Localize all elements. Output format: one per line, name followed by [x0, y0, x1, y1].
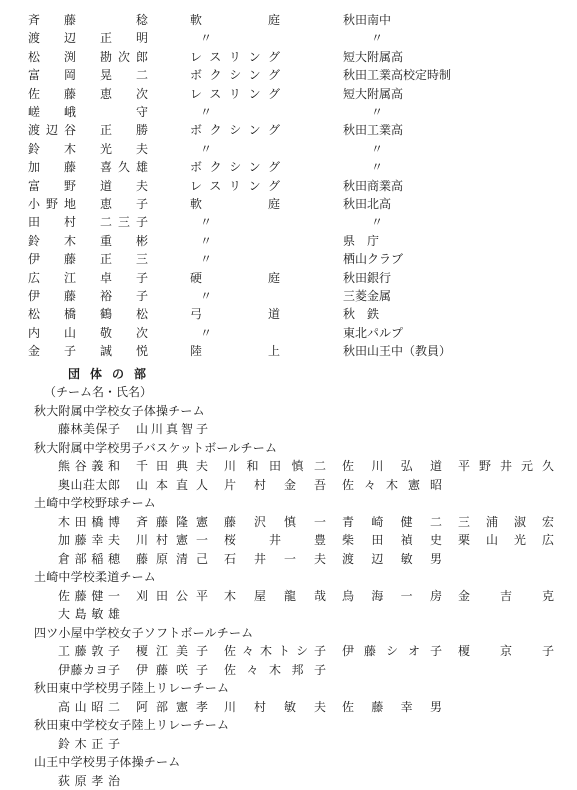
affiliation: 秋田工業高: [343, 123, 404, 138]
member-name: 佐川弘道: [342, 459, 442, 474]
member-name: 伊藤シオ子: [342, 644, 442, 659]
individual-row: [0, 177, 577, 195]
person-name: 鈴 木 重 彬: [28, 233, 148, 248]
event-name: ボクシング: [190, 68, 280, 83]
member-name: 藤沢慎一: [224, 514, 326, 529]
person-name: 斉 藤 稔: [28, 13, 148, 27]
person-name: 渡 辺 正 明: [28, 31, 148, 46]
member-name: 三浦淑宏: [458, 514, 554, 529]
affiliation: 秋田山王中（教員）: [343, 344, 452, 359]
person-name: 加 藤 喜久雄: [28, 160, 148, 175]
individual-row: [0, 66, 577, 84]
section-subtitle: （チーム名・氏名）: [44, 384, 153, 399]
person-name: 鈴 木 光 夫: [28, 141, 148, 156]
team-row: [0, 716, 577, 734]
member-row: [0, 513, 577, 531]
individual-row: [0, 29, 577, 47]
member-name: 石井一夫: [224, 551, 326, 566]
individual-row: [0, 158, 577, 176]
individual-row: [0, 48, 577, 66]
member-name: 渡辺敏男: [342, 551, 442, 566]
member-row: [0, 661, 577, 679]
member-name: 倉部稲穂: [58, 551, 120, 566]
team-name: 土崎中学校野球チーム: [34, 496, 157, 511]
affiliation: 〃: [371, 141, 384, 156]
affiliation: 秋田南中: [343, 13, 392, 27]
affiliation: 秋田北高: [343, 197, 392, 211]
member-name: 阿部憲孝: [136, 699, 208, 714]
member-name: 藤林美保子: [58, 422, 120, 437]
member-name: 佐々木憲昭: [342, 477, 442, 492]
affiliation: 東北パルプ: [343, 325, 404, 340]
member-name: 桜井豊: [224, 533, 326, 548]
team-row: [0, 494, 577, 512]
event-name: 軟 庭: [190, 13, 280, 27]
team-name: 秋田東中学校女子陸上リレーチーム: [34, 718, 230, 733]
person-name: 金 子 誠 悦: [28, 344, 148, 359]
event-name: 〃: [200, 233, 213, 248]
member-name: 刈田公平: [136, 588, 208, 603]
individual-row: [0, 250, 577, 268]
affiliation: 〃: [371, 160, 384, 175]
event-name: 〃: [200, 289, 213, 303]
member-name: 佐藤幸男: [342, 699, 442, 714]
member-name: 伊藤カヨ子: [58, 662, 120, 677]
member-name: 鈴木正子: [58, 736, 120, 751]
affiliation: 秋田銀行: [343, 270, 392, 285]
member-name: 榎京子: [458, 644, 554, 659]
member-name: 伊藤咲子: [136, 662, 208, 677]
person-name: 広 江 卓 子: [28, 270, 148, 285]
member-name: 榎江美子: [136, 644, 208, 659]
affiliation: 県 庁: [343, 233, 380, 248]
individual-row: [0, 11, 577, 29]
event-name: 〃: [200, 325, 213, 340]
individual-row: [0, 140, 577, 158]
individual-row: [0, 232, 577, 250]
person-name: 富 野 道 夫: [28, 178, 148, 193]
team-name: 秋大附属中学校女子体操チーム: [34, 403, 205, 418]
person-name: 伊 藤 裕 子: [28, 289, 148, 303]
individual-row: [0, 103, 577, 121]
event-name: 硬 庭: [190, 270, 280, 285]
event-name: レスリング: [190, 86, 280, 101]
member-name: 加藤幸夫: [58, 533, 120, 548]
member-name: 木田橋博: [58, 514, 120, 529]
member-name: 川村憲一: [136, 533, 208, 548]
affiliation: 〃: [371, 31, 384, 46]
member-name: 烏海一房: [342, 588, 442, 603]
team-name: 四ツ小屋中学校女子ソフトボールチーム: [34, 625, 254, 640]
person-name: 嵯 峨 守: [28, 105, 148, 119]
team-row: [0, 753, 577, 771]
member-name: 柴田禎史: [342, 533, 442, 548]
person-name: 小野地 恵 子: [28, 197, 148, 211]
team-name: 秋大附属中学校男子バスケットボールチーム: [34, 440, 278, 455]
member-name: 川村敏夫: [224, 699, 326, 714]
member-row: [0, 735, 577, 753]
individual-row: [0, 269, 577, 287]
member-name: 奥山荘太郎: [58, 477, 120, 492]
event-name: ボクシング: [190, 123, 280, 138]
individual-row: [0, 342, 577, 360]
event-name: 〃: [200, 31, 213, 46]
member-name: 佐藤健一: [58, 588, 120, 603]
event-name: レスリング: [190, 49, 280, 64]
member-row: [0, 550, 577, 568]
individual-row: [0, 121, 577, 139]
member-name: 佐々木邦子: [224, 662, 326, 677]
member-row: [0, 457, 577, 475]
member-name: 青崎健二: [342, 514, 442, 529]
member-name: 千田典夫: [136, 459, 208, 474]
event-name: レスリング: [190, 178, 280, 193]
member-name: 金吉克: [458, 588, 554, 603]
member-row: [0, 772, 577, 790]
individual-row: [0, 213, 577, 231]
person-name: 松 橋 鶴 松: [28, 307, 148, 322]
member-row: [0, 642, 577, 660]
event-name: 〃: [200, 105, 213, 119]
team-row: [0, 402, 577, 420]
event-name: 〃: [200, 215, 213, 230]
affiliation: 秋田工業高校定時制: [343, 68, 452, 83]
affiliation: 秋田商業高: [343, 178, 404, 193]
member-row: [0, 476, 577, 494]
member-name: 工藤敦子: [58, 644, 120, 659]
individual-row: [0, 287, 577, 305]
affiliation: 〃: [371, 215, 384, 230]
affiliation: 〃: [371, 105, 384, 119]
member-name: 山本直人: [136, 477, 208, 492]
person-name: 内 山 敬 次: [28, 325, 148, 340]
member-name: 斉藤隆憲: [136, 514, 208, 529]
member-row: [0, 605, 577, 623]
person-name: 佐 藤 恵 次: [28, 86, 148, 101]
section-title: 団体の部: [68, 366, 157, 381]
member-name: 栗山光広: [458, 533, 554, 548]
member-row: [0, 587, 577, 605]
member-row: [0, 698, 577, 716]
team-name: 秋田東中学校男子陸上リレーチーム: [34, 681, 230, 696]
team-name: 山王中学校男子体操チーム: [34, 755, 181, 770]
affiliation: 短大附属高: [343, 49, 404, 64]
event-name: 〃: [200, 252, 213, 267]
individual-row: [0, 85, 577, 103]
person-name: 伊 藤 正 三: [28, 252, 148, 267]
team-row: [0, 624, 577, 642]
event-name: 弓 道: [190, 307, 280, 322]
member-name: 大島敏雄: [58, 607, 120, 622]
member-name: 高山昭二: [58, 699, 120, 714]
member-name: 木屋龍哉: [224, 588, 326, 603]
affiliation: 秋 鉄: [343, 307, 380, 322]
member-name: 荻原孝治: [58, 773, 120, 788]
member-name: 藤原清己: [136, 551, 208, 566]
individual-row: [0, 195, 577, 213]
team-name: 土崎中学校柔道チーム: [34, 570, 157, 585]
member-name: 平野井元久: [458, 459, 554, 474]
person-name: 渡辺谷 正 勝: [28, 123, 148, 138]
member-name: 熊谷義和: [58, 459, 120, 474]
individual-row: [0, 324, 577, 342]
individual-row: [0, 305, 577, 323]
team-row: [0, 568, 577, 586]
person-name: 富 岡 晃 二: [28, 68, 148, 83]
person-name: 松 渕 勘次郎: [28, 49, 148, 64]
team-row: [0, 679, 577, 697]
affiliation: 短大附属高: [343, 86, 404, 101]
person-name: 田 村 二三子: [28, 215, 148, 230]
team-row: [0, 439, 577, 457]
event-name: 軟 庭: [190, 197, 280, 211]
event-name: 陸 上: [190, 344, 280, 359]
event-name: 〃: [200, 141, 213, 156]
member-name: 川和田慎二: [224, 459, 326, 474]
member-row: [0, 531, 577, 549]
event-name: ボクシング: [190, 160, 280, 175]
member-row: [0, 420, 577, 438]
member-name: 山川真智子: [136, 422, 208, 437]
affiliation: 三菱金属: [343, 289, 392, 303]
member-name: 佐々木トシ子: [224, 644, 326, 659]
affiliation: 栖山クラブ: [343, 252, 404, 267]
member-name: 片村金吾: [224, 477, 326, 492]
